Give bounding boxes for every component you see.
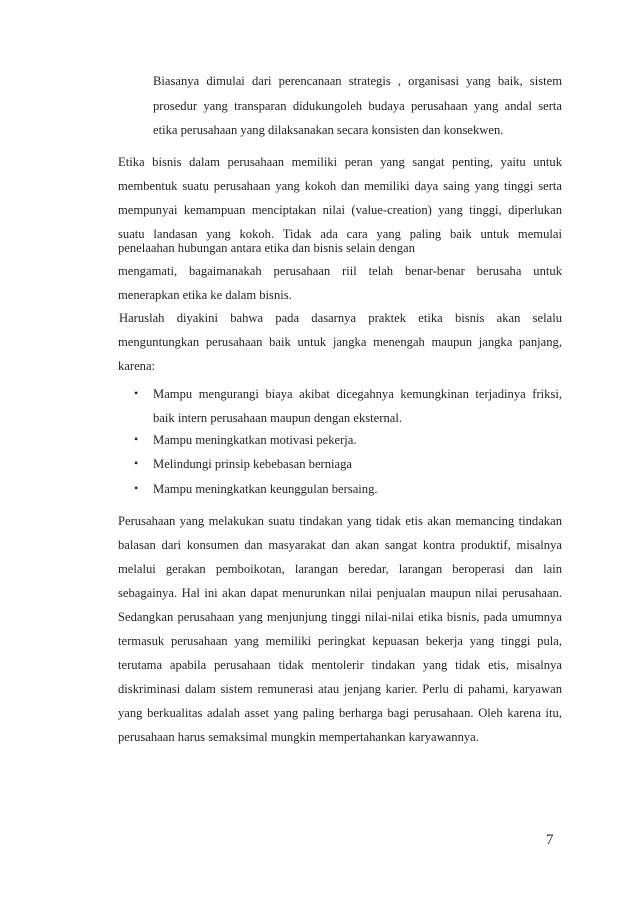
perusahaan-line-2: balasan dari konsumen dan masyarakat dan akan sangat kontra produktif, misalnya	[118, 538, 562, 552]
haruslah-line-3: karena:	[118, 359, 156, 373]
bullet-marker-2: •	[134, 432, 139, 446]
etika-line-1: Etika bisnis dalam perusahaan memiliki peran yang sangat penting, yaitu untuk	[118, 155, 562, 169]
bullet-item-2: Mampu meningkatkan motivasi pekerja.	[153, 433, 357, 447]
perusahaan-line-3: melalui gerakan pemboikotan, larangan beredar, larangan beroperasi dan lain	[118, 562, 562, 576]
perusahaan-line-5: Sedangkan perusahaan yang menjunjung tinggi nilai-nilai etika bisnis, pada umumnya	[118, 610, 562, 624]
etika-line-6: mengamati, bagaimanakah perusahaan riil telah benar-benar berusaha untuk	[118, 264, 562, 278]
perusahaan-line-9: yang berkualitas adalah asset yang paling berharga bagi perusahaan. Oleh karena itu,	[118, 706, 562, 720]
bullet-item-1-line-1: Mampu mengurangi biaya akibat dicegahnya kemungkinan terjadinya friksi,	[153, 387, 562, 401]
perusahaan-line-7: terutama apabila perusahaan tidak mentolerir tindakan yang tidak etis, misalnya	[118, 658, 562, 672]
perusahaan-line-4: sebagainya. Hal ini akan dapat menurunkan nilai penjualan maupun nilai perusahaan.	[118, 586, 562, 600]
haruslah-line-1: Haruslah diyakini bahwa pada dasarnya praktek etika bisnis akan selalu	[119, 311, 562, 325]
etika-line-7: menerapkan etika ke dalam bisnis.	[118, 288, 292, 302]
page-number: 7	[546, 832, 554, 848]
perusahaan-line-1: Perusahaan yang melakukan suatu tindakan yang tidak etis akan memancing tindakan	[118, 514, 562, 528]
haruslah-line-2: menguntungkan perusahaan baik untuk jangka menengah maupun jangka panjang,	[118, 335, 562, 349]
bullet-marker-3: •	[134, 456, 139, 470]
etika-line-5: penelaahan hubungan antara etika dan bisnis selain dengan	[118, 241, 415, 255]
bullet-marker-1: •	[134, 386, 139, 400]
bullet-item-4: Mampu meningkatkan keunggulan bersaing.	[153, 482, 378, 496]
perusahaan-line-8: diskriminasi dalam sistem remunerasi atau jenjang karier. Perlu di pahami, karyawan	[118, 682, 562, 696]
etika-line-4: suatu landasan yang kokoh. Tidak ada cara yang paling baik untuk memulai	[118, 227, 562, 241]
perusahaan-line-10: perusahaan harus semaksimal mungkin mempertahankan karyawannya.	[118, 730, 479, 744]
intro-line-1: Biasanya dimulai dari perencanaan strategis , organisasi yang baik, sistem	[153, 74, 562, 88]
intro-line-3: etika perusahaan yang dilaksanakan secara konsisten dan konsekwen.	[153, 123, 504, 137]
bullet-marker-4: •	[134, 481, 139, 495]
bullet-item-1-line-2: baik intern perusahaan maupun dengan eksternal.	[153, 411, 402, 425]
bullet-item-3: Melindungi prinsip kebebasan berniaga	[153, 457, 352, 471]
etika-line-3: mempunyai kemampuan menciptakan nilai (value-creation) yang tinggi, diperlukan	[118, 203, 562, 217]
etika-line-2: membentuk suatu perusahaan yang kokoh dan memiliki daya saing yang tinggi serta	[118, 179, 562, 193]
perusahaan-line-6: termasuk perusahaan yang memiliki peringkat kepuasan bekerja yang tinggi pula,	[118, 634, 562, 648]
intro-line-2: prosedur yang transparan didukungoleh budaya perusahaan yang andal serta	[153, 99, 562, 113]
